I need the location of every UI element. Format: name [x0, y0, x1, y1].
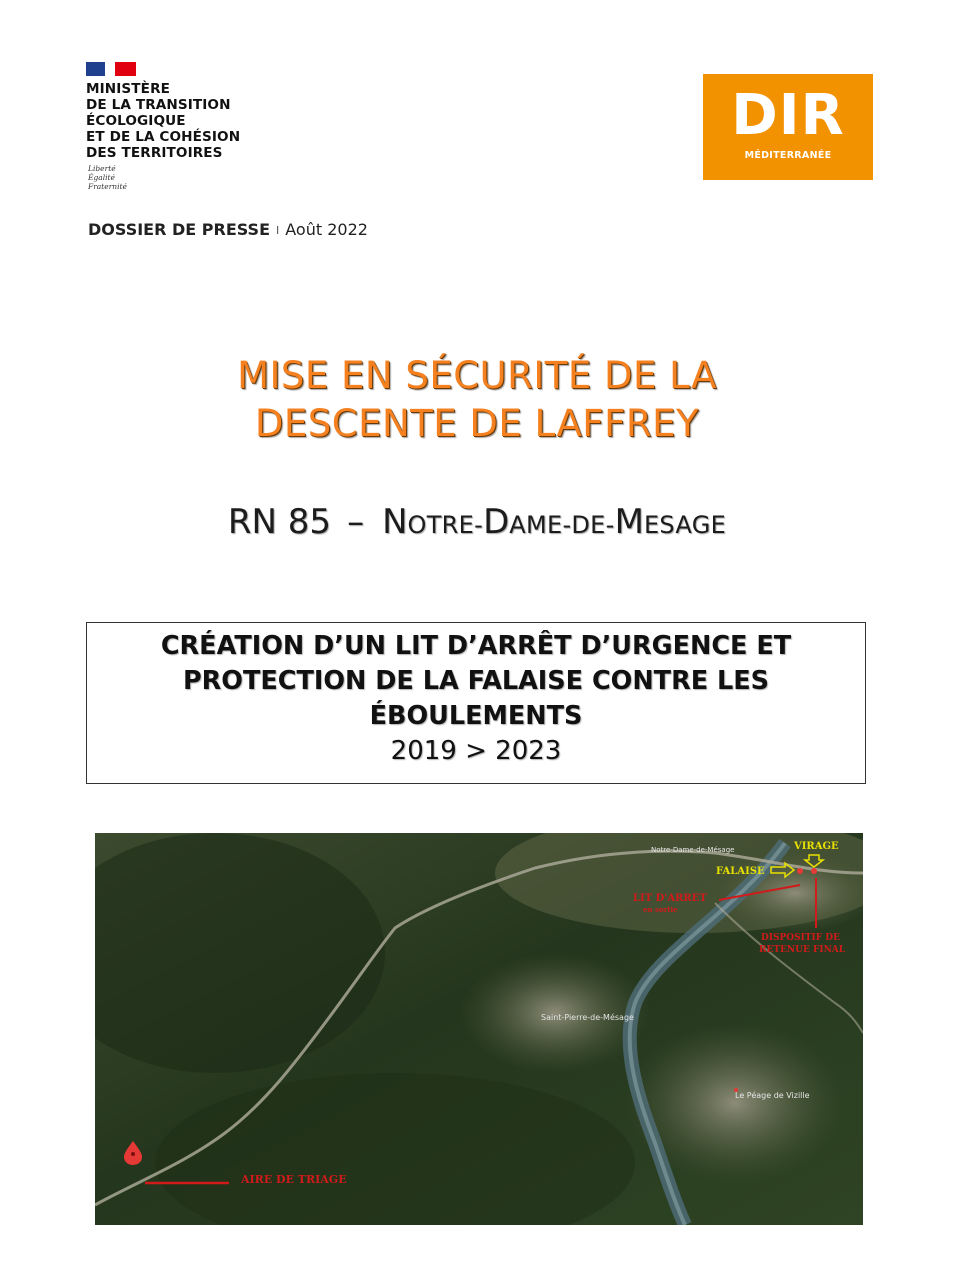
- label-lit-arret-sub: en sortie: [643, 905, 678, 914]
- label-dispositif-2: RETENUE FINAL: [759, 945, 846, 955]
- motto-line: Fraternité: [88, 182, 127, 191]
- motto-line: Égalité: [88, 173, 115, 182]
- label-dispositif-1: DISPOSITIF DE: [761, 933, 840, 943]
- project-line: CRÉATION D’UN LIT D’ARRÊT D’URGENCE ET: [160, 631, 792, 661]
- press-label: DOSSIER DE PRESSE: [88, 220, 270, 239]
- main-title: [0, 352, 954, 448]
- subtitle-dash: –: [347, 502, 365, 542]
- ministry-line: ET DE LA COHÉSION: [86, 129, 241, 145]
- project-line: ÉBOULEMENTS: [369, 701, 583, 731]
- ministry-line: DE LA TRANSITION: [86, 97, 231, 113]
- dir-logo-sub-text: MÉDITERRANÉE: [744, 150, 832, 161]
- subtitle: [0, 500, 954, 547]
- press-date: Août 2022: [285, 220, 368, 239]
- ministry-line: DES TERRITOIRES: [86, 145, 223, 161]
- ministry-line: ÉCOLOGIQUE: [86, 113, 186, 129]
- place-peage: Le Péage de Vizille: [735, 1091, 810, 1100]
- marker-virage-icon: [811, 868, 817, 874]
- place-saint-pierre: Saint-Pierre-de-Mésage: [541, 1013, 634, 1022]
- place-rest: ESAGE: [643, 511, 727, 539]
- label-aire-triage: AIRE DE TRIAGE: [241, 1173, 347, 1186]
- motto-line: Liberté: [88, 164, 116, 173]
- place-cap: M: [614, 502, 644, 542]
- place-notre-dame: Notre-Dame-de-Mésage: [651, 846, 735, 854]
- label-lit-arret: LIT D'ARRET: [633, 893, 707, 904]
- label-virage: VIRAGE: [794, 841, 839, 852]
- label-falaise: FALAISE: [716, 866, 765, 877]
- place-rest: OTRE-: [407, 511, 484, 539]
- flag-blue-stripe: [86, 62, 105, 76]
- place-cap: N: [382, 502, 408, 542]
- project-box: [86, 622, 866, 784]
- dir-mediterranee-logo: [703, 74, 873, 180]
- press-line: [88, 220, 368, 239]
- french-flag-icon: [86, 62, 136, 76]
- project-line: PROTECTION DE LA FALAISE CONTRE LES: [182, 666, 770, 696]
- aerial-map-svg: [95, 833, 863, 1225]
- ministry-line: MINISTÈRE: [86, 81, 171, 97]
- press-separator: I: [276, 224, 280, 237]
- road-number: RN 85: [227, 502, 332, 542]
- flag-white-stripe: [105, 62, 115, 76]
- main-title-line: DESCENTE DE LAFFREY: [254, 402, 700, 445]
- project-years: 2019 > 2023: [390, 736, 562, 766]
- republic-motto: [88, 164, 127, 191]
- dir-logo-main-text: DIR: [731, 83, 845, 148]
- aerial-map: [95, 833, 863, 1225]
- main-title-line: MISE EN SÉCURITÉ DE LA: [237, 354, 717, 397]
- flag-red-stripe: [115, 62, 136, 76]
- place-rest: AME-DE-: [509, 511, 615, 539]
- marker-falaise-icon: [797, 868, 803, 874]
- place-cap: D: [483, 502, 510, 542]
- ministry-name: [86, 81, 306, 161]
